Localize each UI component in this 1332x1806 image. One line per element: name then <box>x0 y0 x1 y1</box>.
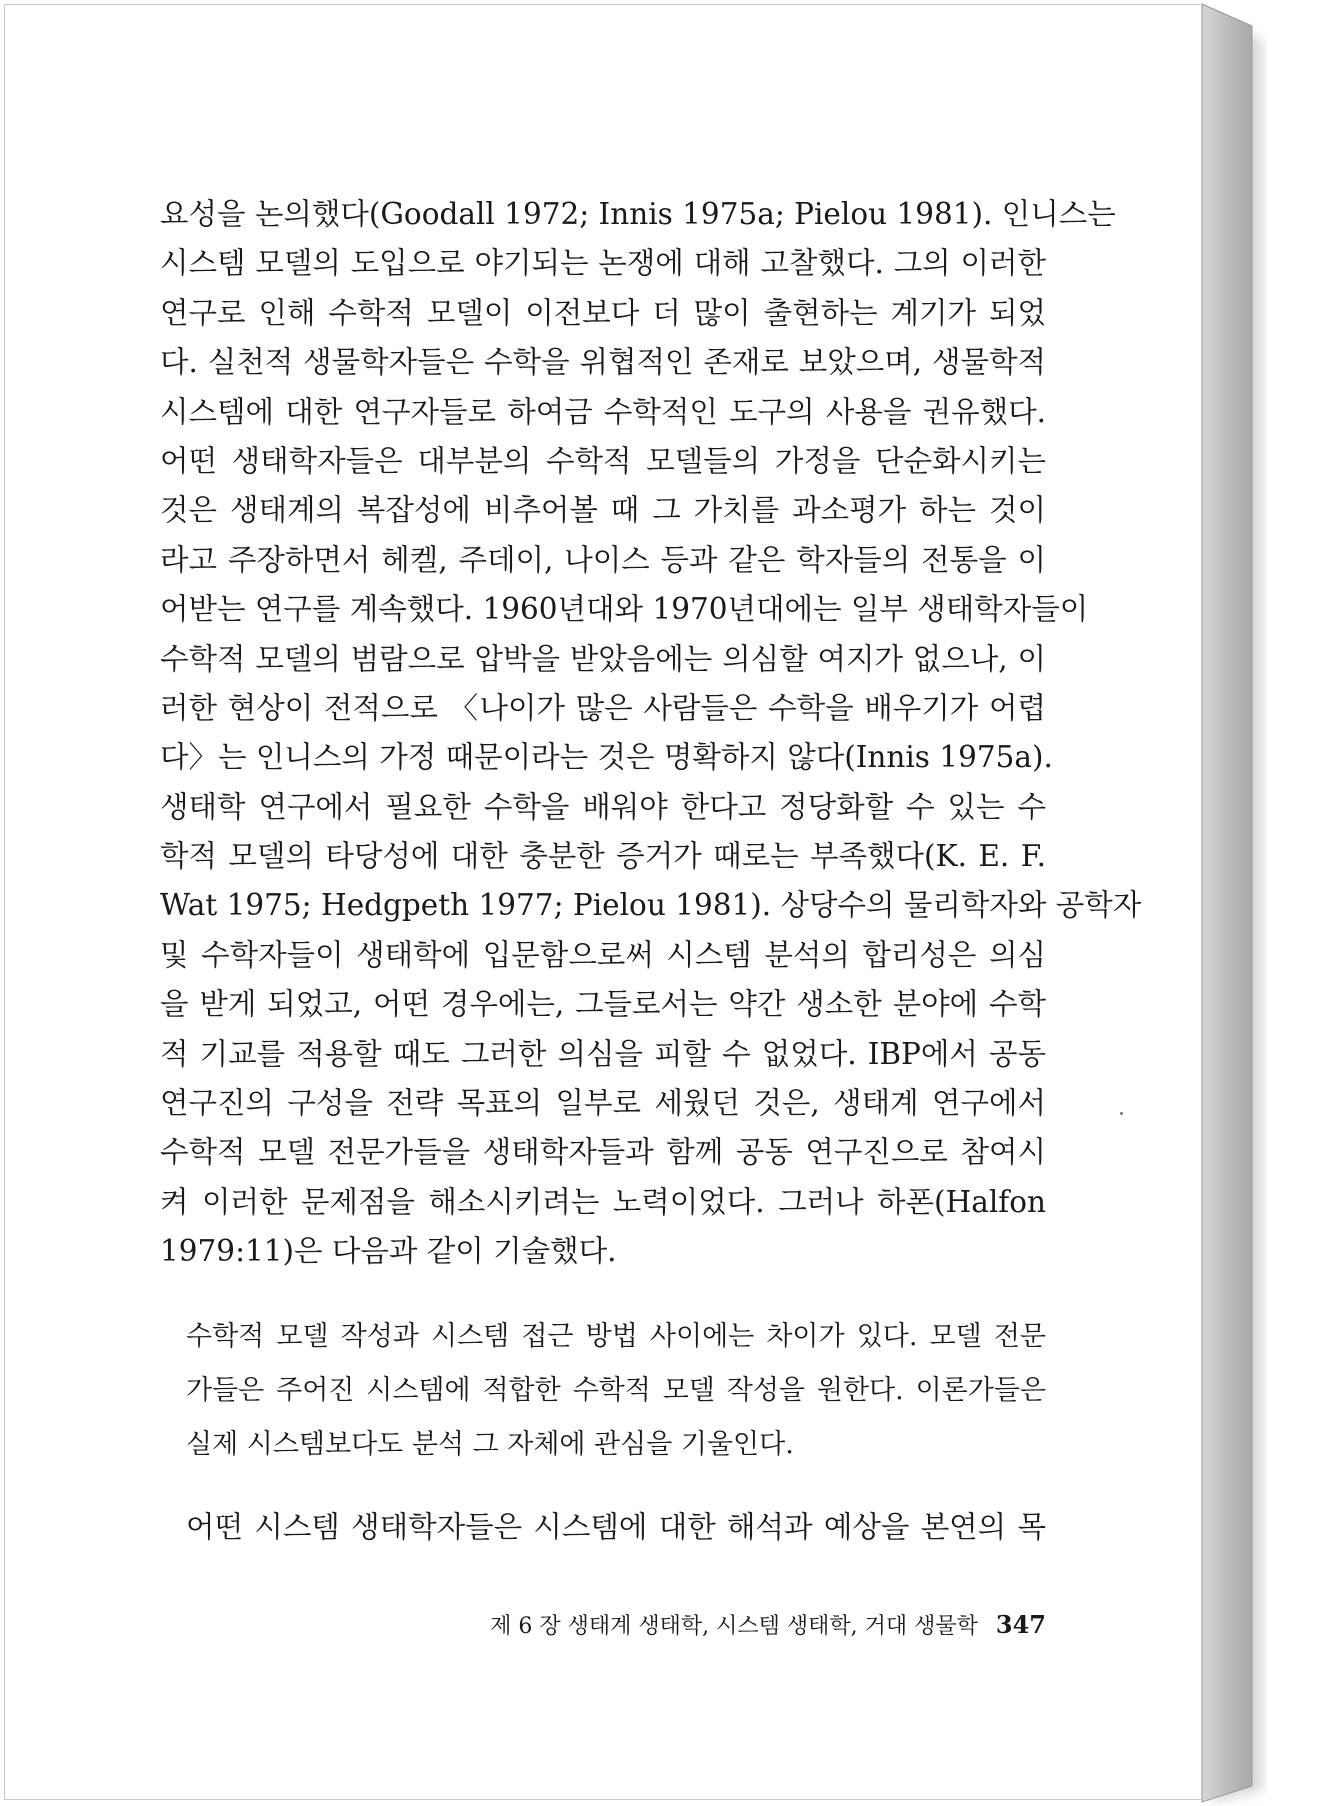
text-line: 적 기교를 적용할 때도 그러한 의심을 피할 수 없었다. IBP에서 공동 <box>160 1036 1046 1071</box>
text-line: Wat 1975; Hedgpeth 1977; Pielou 1981). 상당수의 물리학자와 공학자 <box>160 888 1142 923</box>
speck-mark <box>1120 1112 1123 1115</box>
quote-line: 가들은 주어진 시스템에 적합한 수학적 모델 작성을 원한다. 이론가들은 <box>186 1375 1046 1406</box>
text-line: 및 수학자들이 생태학에 입문함으로써 시스템 분석의 합리성은 의심 <box>160 937 1046 972</box>
text-line: 어떤 시스템 생태학자들은 시스템에 대한 해석과 예상을 본연의 목 <box>186 1510 1046 1544</box>
text-line: 시스템 모델의 도입으로 야기되는 논쟁에 대해 고찰했다. 그의 이러한 <box>160 246 1046 281</box>
text-line: 생태학 연구에서 필요한 수학을 배워야 한다고 정당화할 수 있는 수 <box>160 789 1046 824</box>
text-line: 러한 현상이 전적으로 〈나이가 많은 사람들은 수학을 배우기가 어렵 <box>160 690 1046 725</box>
text-line: 수학적 모델 전문가들을 생태학자들과 함께 공동 연구진으로 참여시 <box>160 1135 1046 1170</box>
following-paragraph <box>186 1502 1046 1552</box>
block-quote <box>186 1310 1046 1472</box>
text-line: 것은 생태계의 복잡성에 비추어볼 때 그 가치를 과소평가 하는 것이 <box>160 493 1046 528</box>
text-line: 수학적 모델의 범람으로 압박을 받았음에는 의심할 여지가 없으나, 이 <box>160 641 1046 676</box>
text-line: 을 받게 되었고, 어떤 경우에는, 그들로서는 약간 생소한 분야에 수학 <box>160 987 1046 1022</box>
quote-line: 수학적 모델 작성과 시스템 접근 방법 사이에는 차이가 있다. 모델 전문 <box>186 1321 1046 1352</box>
text-line: 학적 모델의 타당성에 대한 충분한 증거가 때로는 부족했다(K. E. F. <box>160 839 1046 874</box>
text-line: 다. 실천적 생물학자들은 수학을 위협적인 존재로 보았으며, 생물학적 <box>160 345 1046 380</box>
text-line: 다〉는 인니스의 가정 때문이라는 것은 명확하지 않다(Innis 1975a). <box>160 740 1053 775</box>
text-line: 어받는 연구를 계속했다. 1960년대와 1970년대에는 일부 생태학자들이 <box>160 592 1089 627</box>
body-text <box>160 190 1142 1277</box>
text-line: 요성을 논의했다(Goodall 1972; Innis 1975a; Pielou 1981). 인니스는 <box>160 197 1116 231</box>
running-head: 제 6 장 생태계 생태학, 시스템 생태학, 거대 생물학 <box>490 1614 978 1639</box>
text-line: 연구진의 구성을 전략 목표의 일부로 세웠던 것은, 생태계 연구에서 <box>160 1086 1046 1121</box>
text-line: 연구로 인해 수학적 모델이 이전보다 더 많이 출현하는 계기가 되었 <box>160 295 1046 330</box>
text-line: 시스템에 대한 연구자들로 하여금 수학적인 도구의 사용을 권유했다. <box>160 394 1046 429</box>
text-line: 1979:11)은 다음과 같이 기술했다. <box>160 1234 617 1269</box>
quote-line: 실제 시스템보다도 분석 그 자체에 관심을 기울인다. <box>186 1429 794 1460</box>
page-footer <box>470 1605 1046 1645</box>
text-line: 어떤 생태학자들은 대부분의 수학적 모델들의 가정을 단순화시키는 <box>160 443 1046 478</box>
text-line: 켜 이러한 문제점을 해소시키려는 노력이었다. 그러나 하폰(Halfon <box>160 1184 1046 1219</box>
text-line: 라고 주장하면서 헤켈, 주데이, 나이스 등과 같은 학자들의 전통을 이 <box>160 542 1046 577</box>
page-number: 347 <box>995 1610 1046 1639</box>
